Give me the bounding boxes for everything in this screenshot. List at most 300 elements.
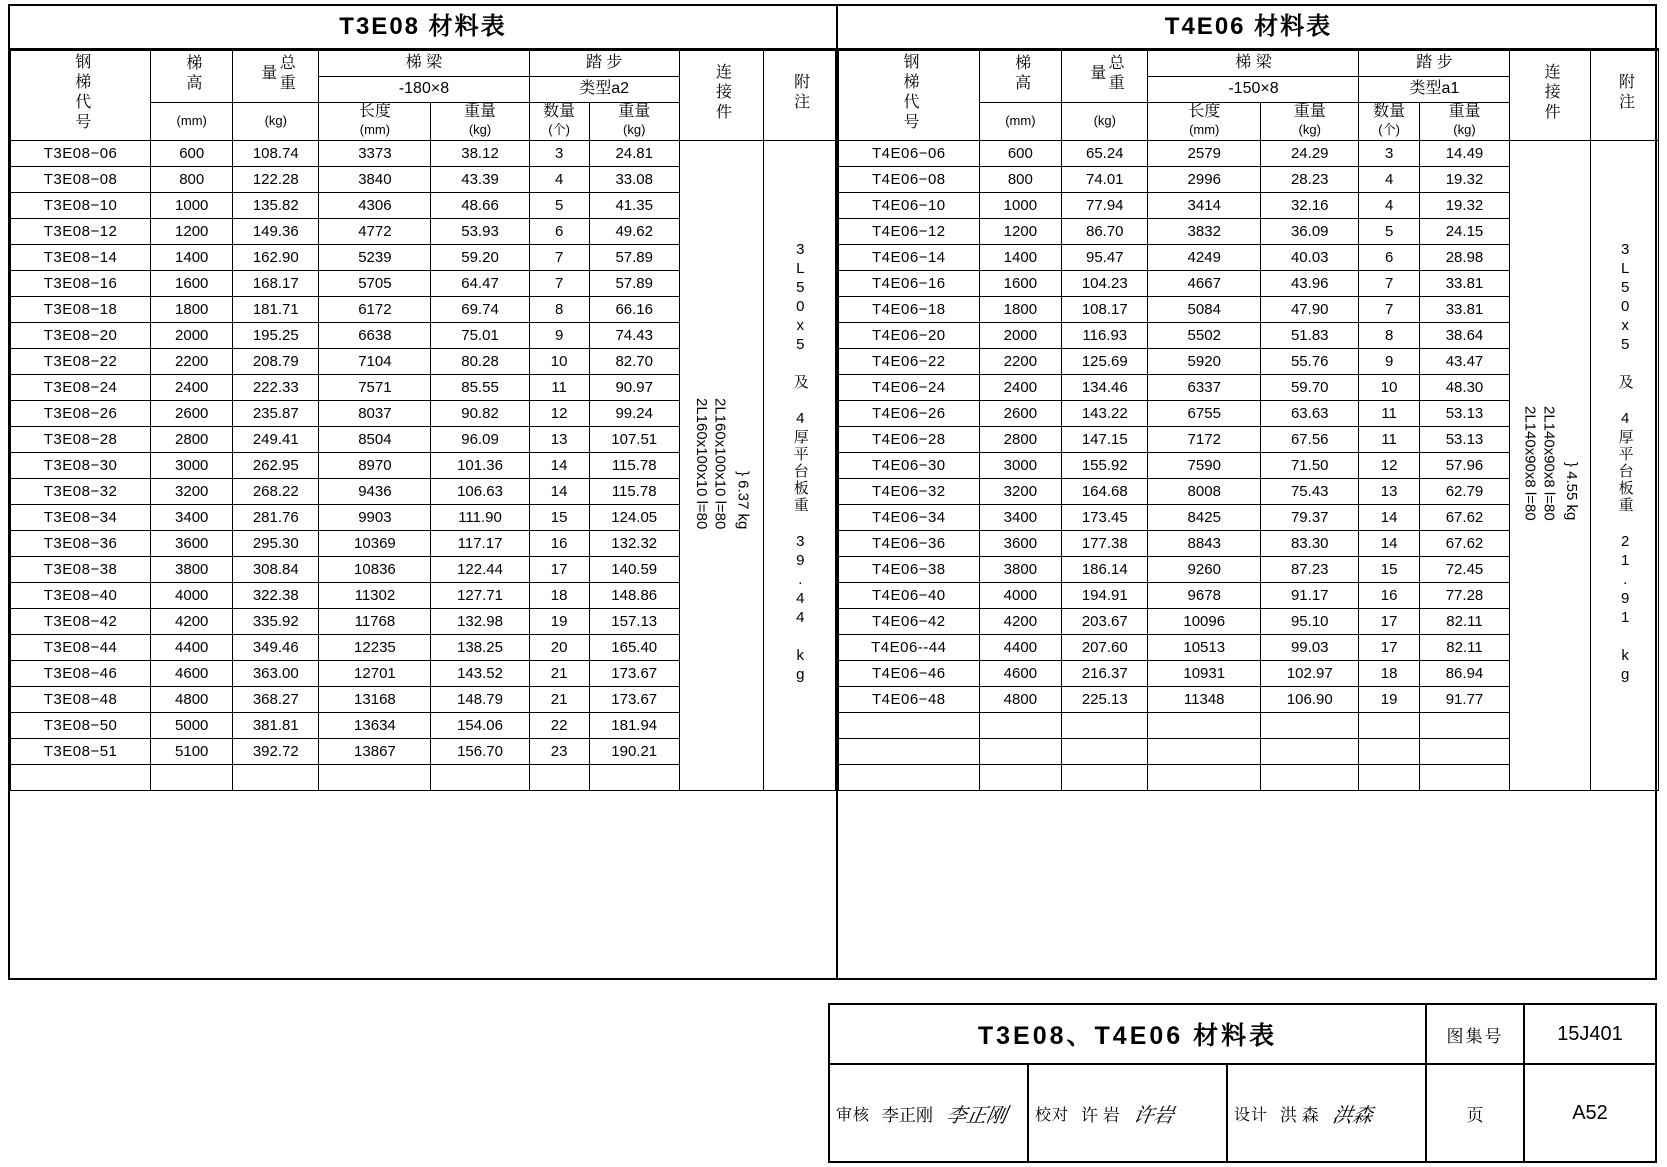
cell-0: T3E08−48 xyxy=(11,686,151,712)
cell-2: 65.24 xyxy=(1062,140,1148,166)
cell-2: 349.46 xyxy=(233,634,319,660)
header-note: 附注 xyxy=(763,51,835,141)
cell-5: 7 xyxy=(529,244,589,270)
cell-0: T3E08−42 xyxy=(11,608,151,634)
cell-3: 5920 xyxy=(1148,348,1261,374)
cell-4: 90.82 xyxy=(431,400,529,426)
cell-0: T4E06−08 xyxy=(839,166,980,192)
cell-empty xyxy=(1148,712,1261,738)
cell-1: 5000 xyxy=(151,712,233,738)
cell-5: 17 xyxy=(529,556,589,582)
cell-3: 8843 xyxy=(1148,530,1261,556)
cell-1: 600 xyxy=(979,140,1061,166)
cell-5: 4 xyxy=(1359,166,1419,192)
cell-2: 177.38 xyxy=(1062,530,1148,556)
cell-4: 67.56 xyxy=(1261,426,1359,452)
cell-0: T3E08−22 xyxy=(11,348,151,374)
cell-6: 57.89 xyxy=(589,244,679,270)
cell-1: 1000 xyxy=(979,192,1061,218)
cell-6: 148.86 xyxy=(589,582,679,608)
cell-1: 800 xyxy=(979,166,1061,192)
cell-5: 9 xyxy=(1359,348,1419,374)
cell-2: 281.76 xyxy=(233,504,319,530)
cell-6: 53.13 xyxy=(1419,400,1509,426)
cell-1: 3200 xyxy=(151,478,233,504)
cell-0: T3E08−30 xyxy=(11,452,151,478)
cell-1: 1200 xyxy=(979,218,1061,244)
cell-empty xyxy=(529,764,589,790)
cell-empty xyxy=(1062,764,1148,790)
table-t3e08 xyxy=(10,50,836,791)
header-height-unit: (mm) xyxy=(979,103,1061,141)
cell-6: 115.78 xyxy=(589,452,679,478)
cell-empty xyxy=(979,738,1061,764)
cell-1: 3000 xyxy=(979,452,1061,478)
cell-2: 392.72 xyxy=(233,738,319,764)
cell-1: 3800 xyxy=(979,556,1061,582)
cell-2: 173.45 xyxy=(1062,504,1148,530)
cell-5: 19 xyxy=(1359,686,1419,712)
cell-4: 53.93 xyxy=(431,218,529,244)
cell-2: 104.23 xyxy=(1062,270,1148,296)
cell-1: 3400 xyxy=(151,504,233,530)
cell-empty xyxy=(1148,738,1261,764)
cell-0: T4E06−32 xyxy=(839,478,980,504)
cell-3: 13634 xyxy=(319,712,431,738)
table-title-left: T3E08 材料表 xyxy=(10,6,836,50)
cell-6: 181.94 xyxy=(589,712,679,738)
cell-0: T3E08−34 xyxy=(11,504,151,530)
cell-1: 3800 xyxy=(151,556,233,582)
cell-empty xyxy=(1419,764,1509,790)
cell-2: 74.01 xyxy=(1062,166,1148,192)
cell-2: 195.25 xyxy=(233,322,319,348)
check-signature: 许岩 xyxy=(1131,1104,1176,1127)
tables-frame xyxy=(8,4,1657,980)
header-step: 踏 步 xyxy=(529,51,679,77)
cell-1: 4000 xyxy=(979,582,1061,608)
header-beam-weight: 重量 (kg) xyxy=(1261,103,1359,141)
cell-6: 33.81 xyxy=(1419,270,1509,296)
header-weight-unit: (kg) xyxy=(233,103,319,141)
cell-1: 2400 xyxy=(151,374,233,400)
cell-0: T4E06−10 xyxy=(839,192,980,218)
cell-empty xyxy=(839,738,980,764)
cell-0: T4E06−14 xyxy=(839,244,980,270)
cell-4: 122.44 xyxy=(431,556,529,582)
cell-2: 134.46 xyxy=(1062,374,1148,400)
cell-3: 8008 xyxy=(1148,478,1261,504)
cell-0: T3E08−16 xyxy=(11,270,151,296)
cell-empty xyxy=(1261,712,1359,738)
cell-empty xyxy=(979,712,1061,738)
cell-0: T4E06−42 xyxy=(839,608,980,634)
cell-4: 36.09 xyxy=(1261,218,1359,244)
cell-3: 3414 xyxy=(1148,192,1261,218)
header-connector: 连接件 xyxy=(1510,51,1590,141)
cell-4: 47.90 xyxy=(1261,296,1359,322)
cell-4: 55.76 xyxy=(1261,348,1359,374)
cell-3: 10369 xyxy=(319,530,431,556)
header-total-weight: 总重量 xyxy=(233,51,319,103)
cell-5: 11 xyxy=(1359,400,1419,426)
cell-4: 117.17 xyxy=(431,530,529,556)
cell-0: T4E06−16 xyxy=(839,270,980,296)
cell-5: 16 xyxy=(529,530,589,556)
cell-3: 7172 xyxy=(1148,426,1261,452)
cell-1: 2200 xyxy=(151,348,233,374)
cell-1: 2800 xyxy=(151,426,233,452)
cell-1: 4800 xyxy=(979,686,1061,712)
cell-6: 99.24 xyxy=(589,400,679,426)
header-height-unit: (mm) xyxy=(151,103,233,141)
cell-0: T4E06−06 xyxy=(839,140,980,166)
cell-1: 1800 xyxy=(151,296,233,322)
cell-4: 28.23 xyxy=(1261,166,1359,192)
cell-1: 1000 xyxy=(151,192,233,218)
table-row xyxy=(11,140,836,166)
header-length: 长度 (mm) xyxy=(1148,103,1261,141)
cell-6: 72.45 xyxy=(1419,556,1509,582)
cell-0: T3E08−51 xyxy=(11,738,151,764)
cell-1: 4200 xyxy=(151,608,233,634)
cell-0: T3E08−24 xyxy=(11,374,151,400)
cell-3: 11348 xyxy=(1148,686,1261,712)
cell-2: 208.79 xyxy=(233,348,319,374)
cell-6: 173.67 xyxy=(589,660,679,686)
design-signature: 洪森 xyxy=(1330,1104,1375,1127)
material-table-left xyxy=(10,6,838,978)
cell-5: 14 xyxy=(1359,504,1419,530)
cell-6: 62.79 xyxy=(1419,478,1509,504)
cell-3: 5239 xyxy=(319,244,431,270)
cell-4: 91.17 xyxy=(1261,582,1359,608)
cell-4: 24.29 xyxy=(1261,140,1359,166)
cell-5: 6 xyxy=(1359,244,1419,270)
cell-4: 85.55 xyxy=(431,374,529,400)
cell-3: 8037 xyxy=(319,400,431,426)
cell-3: 6172 xyxy=(319,296,431,322)
cell-1: 800 xyxy=(151,166,233,192)
cell-3: 10931 xyxy=(1148,660,1261,686)
cell-2: 194.91 xyxy=(1062,582,1148,608)
header-weight-unit: (kg) xyxy=(1062,103,1148,141)
cell-6: 77.28 xyxy=(1419,582,1509,608)
cell-1: 1200 xyxy=(151,218,233,244)
cell-5: 8 xyxy=(529,296,589,322)
cell-empty xyxy=(151,764,233,790)
cell-2: 125.69 xyxy=(1062,348,1148,374)
cell-empty xyxy=(1359,764,1419,790)
cell-5: 12 xyxy=(1359,452,1419,478)
cell-2: 116.93 xyxy=(1062,322,1148,348)
cell-6: 43.47 xyxy=(1419,348,1509,374)
cell-2: 181.71 xyxy=(233,296,319,322)
cell-4: 106.63 xyxy=(431,478,529,504)
cell-2: 147.15 xyxy=(1062,426,1148,452)
cell-3: 4249 xyxy=(1148,244,1261,270)
header-note: 附注 xyxy=(1590,51,1658,141)
cell-6: 24.15 xyxy=(1419,218,1509,244)
cell-empty xyxy=(839,764,980,790)
cell-0: T3E08−38 xyxy=(11,556,151,582)
cell-4: 101.36 xyxy=(431,452,529,478)
cell-5: 15 xyxy=(529,504,589,530)
cell-4: 69.74 xyxy=(431,296,529,322)
cell-0: T4E06−22 xyxy=(839,348,980,374)
cell-3: 2579 xyxy=(1148,140,1261,166)
cell-1: 2400 xyxy=(979,374,1061,400)
cell-6: 107.51 xyxy=(589,426,679,452)
cell-4: 87.23 xyxy=(1261,556,1359,582)
cell-5: 23 xyxy=(529,738,589,764)
cell-2: 222.33 xyxy=(233,374,319,400)
cell-1: 4400 xyxy=(151,634,233,660)
cell-2: 108.74 xyxy=(233,140,319,166)
cell-3: 7590 xyxy=(1148,452,1261,478)
header-height: 梯高 xyxy=(979,51,1061,103)
cell-4: 64.47 xyxy=(431,270,529,296)
cell-3: 3373 xyxy=(319,140,431,166)
cell-6: 66.16 xyxy=(589,296,679,322)
connector-value: 2L140x90x8 l=80 2L140x90x8 l=80 } 4.55 kg xyxy=(1510,140,1590,790)
cell-3: 9903 xyxy=(319,504,431,530)
cell-0: T3E08−32 xyxy=(11,478,151,504)
cell-0: T4E06−40 xyxy=(839,582,980,608)
cell-1: 1800 xyxy=(979,296,1061,322)
cell-1: 4800 xyxy=(151,686,233,712)
cell-6: 115.78 xyxy=(589,478,679,504)
header-height: 梯高 xyxy=(151,51,233,103)
title-block xyxy=(828,1003,1657,1163)
cell-0: T3E08−14 xyxy=(11,244,151,270)
cell-2: 249.41 xyxy=(233,426,319,452)
cell-4: 95.10 xyxy=(1261,608,1359,634)
cell-1: 2200 xyxy=(979,348,1061,374)
cell-5: 17 xyxy=(1359,608,1419,634)
cell-1: 2000 xyxy=(151,322,233,348)
cell-6: 53.13 xyxy=(1419,426,1509,452)
cell-3: 6755 xyxy=(1148,400,1261,426)
cell-0: T4E06−36 xyxy=(839,530,980,556)
cell-4: 96.09 xyxy=(431,426,529,452)
cell-2: 95.47 xyxy=(1062,244,1148,270)
cell-6: 82.11 xyxy=(1419,608,1509,634)
cell-5: 14 xyxy=(529,452,589,478)
cell-1: 5100 xyxy=(151,738,233,764)
cell-3: 8504 xyxy=(319,426,431,452)
cell-6: 124.05 xyxy=(589,504,679,530)
cell-5: 8 xyxy=(1359,322,1419,348)
cell-1: 3200 xyxy=(979,478,1061,504)
header-step-type: 类型a2 xyxy=(529,77,679,103)
header-code: 钢梯代号 xyxy=(839,51,980,141)
cell-5: 7 xyxy=(529,270,589,296)
cell-0: T3E08−26 xyxy=(11,400,151,426)
cell-1: 3600 xyxy=(151,530,233,556)
cell-2: 162.90 xyxy=(233,244,319,270)
cell-3: 2996 xyxy=(1148,166,1261,192)
cell-5: 4 xyxy=(1359,192,1419,218)
cell-5: 18 xyxy=(1359,660,1419,686)
cell-empty xyxy=(1148,764,1261,790)
cell-3: 5705 xyxy=(319,270,431,296)
cell-6: 86.94 xyxy=(1419,660,1509,686)
cell-empty xyxy=(979,764,1061,790)
cell-0: T4E06−18 xyxy=(839,296,980,322)
atlas-number-label: 图集号 xyxy=(1427,1005,1525,1063)
cell-0: T4E06−46 xyxy=(839,660,980,686)
cell-3: 6638 xyxy=(319,322,431,348)
cell-1: 3000 xyxy=(151,452,233,478)
cell-0: T3E08−12 xyxy=(11,218,151,244)
cell-3: 4667 xyxy=(1148,270,1261,296)
cell-5: 6 xyxy=(529,218,589,244)
cell-5: 22 xyxy=(529,712,589,738)
cell-6: 82.70 xyxy=(589,348,679,374)
cell-6: 19.32 xyxy=(1419,192,1509,218)
note-value: 3L50x5 及 4厚平台板重 39.44 kg xyxy=(763,140,835,790)
check-label: 校对 xyxy=(1035,1106,1070,1124)
cell-5: 14 xyxy=(1359,530,1419,556)
cell-6: 140.59 xyxy=(589,556,679,582)
cell-1: 4600 xyxy=(151,660,233,686)
cell-3: 5502 xyxy=(1148,322,1261,348)
cell-2: 77.94 xyxy=(1062,192,1148,218)
cell-0: T4E06−20 xyxy=(839,322,980,348)
cell-2: 203.67 xyxy=(1062,608,1148,634)
design-label: 设计 xyxy=(1234,1106,1269,1124)
cell-5: 9 xyxy=(529,322,589,348)
cell-6: 157.13 xyxy=(589,608,679,634)
cell-2: 322.38 xyxy=(233,582,319,608)
cell-4: 79.37 xyxy=(1261,504,1359,530)
drawing-name: T3E08、T4E06 材料表 xyxy=(830,1005,1427,1063)
cell-2: 135.82 xyxy=(233,192,319,218)
cell-empty xyxy=(1062,712,1148,738)
header-beam-weight: 重量 (kg) xyxy=(431,103,529,141)
cell-empty xyxy=(319,764,431,790)
cell-6: 33.81 xyxy=(1419,296,1509,322)
cell-2: 295.30 xyxy=(233,530,319,556)
review-signature: 李正刚 xyxy=(944,1104,1009,1127)
cell-empty xyxy=(1261,764,1359,790)
header-length: 长度 (mm) xyxy=(319,103,431,141)
cell-1: 1600 xyxy=(151,270,233,296)
cell-5: 20 xyxy=(529,634,589,660)
cell-4: 38.12 xyxy=(431,140,529,166)
cell-6: 38.64 xyxy=(1419,322,1509,348)
cell-3: 9260 xyxy=(1148,556,1261,582)
cell-3: 11302 xyxy=(319,582,431,608)
cell-0: T3E08−18 xyxy=(11,296,151,322)
cell-6: 48.30 xyxy=(1419,374,1509,400)
cell-4: 59.20 xyxy=(431,244,529,270)
cell-1: 1400 xyxy=(151,244,233,270)
header-qty: 数量 (个) xyxy=(1359,103,1419,141)
cell-0: T4E06−24 xyxy=(839,374,980,400)
cell-4: 106.90 xyxy=(1261,686,1359,712)
cell-5: 3 xyxy=(1359,140,1419,166)
cell-6: 28.98 xyxy=(1419,244,1509,270)
cell-6: 190.21 xyxy=(589,738,679,764)
cell-0: T4E06−38 xyxy=(839,556,980,582)
cell-2: 335.92 xyxy=(233,608,319,634)
cell-2: 268.22 xyxy=(233,478,319,504)
cell-3: 13867 xyxy=(319,738,431,764)
cell-empty xyxy=(233,764,319,790)
cell-2: 122.28 xyxy=(233,166,319,192)
cell-3: 3840 xyxy=(319,166,431,192)
cell-6: 91.77 xyxy=(1419,686,1509,712)
cell-empty xyxy=(1359,738,1419,764)
table-title-right: T4E06 材料表 xyxy=(838,6,1659,50)
note-value: 3L50x5 及 4厚平台板重 21.91 kg xyxy=(1590,140,1658,790)
cell-4: 99.03 xyxy=(1261,634,1359,660)
cell-4: 51.83 xyxy=(1261,322,1359,348)
cell-0: T3E08−36 xyxy=(11,530,151,556)
cell-5: 17 xyxy=(1359,634,1419,660)
cell-1: 4400 xyxy=(979,634,1061,660)
cell-2: 186.14 xyxy=(1062,556,1148,582)
review-name: 李正刚 xyxy=(882,1105,934,1125)
material-table-right xyxy=(838,6,1659,978)
cell-2: 363.00 xyxy=(233,660,319,686)
cell-5: 5 xyxy=(1359,218,1419,244)
cell-4: 148.79 xyxy=(431,686,529,712)
cell-5: 10 xyxy=(1359,374,1419,400)
table-body-left xyxy=(11,140,836,790)
cell-3: 9436 xyxy=(319,478,431,504)
cell-5: 7 xyxy=(1359,296,1419,322)
cell-3: 8425 xyxy=(1148,504,1261,530)
cell-3: 8970 xyxy=(319,452,431,478)
cell-empty xyxy=(1359,712,1419,738)
cell-3: 13168 xyxy=(319,686,431,712)
cell-2: 368.27 xyxy=(233,686,319,712)
cell-2: 207.60 xyxy=(1062,634,1148,660)
cell-3: 10096 xyxy=(1148,608,1261,634)
cell-4: 80.28 xyxy=(431,348,529,374)
cell-3: 9678 xyxy=(1148,582,1261,608)
design-name: 洪 森 xyxy=(1280,1105,1319,1125)
cell-4: 48.66 xyxy=(431,192,529,218)
cell-0: T4E06--44 xyxy=(839,634,980,660)
cell-6: 165.40 xyxy=(589,634,679,660)
cell-1: 3400 xyxy=(979,504,1061,530)
cell-5: 16 xyxy=(1359,582,1419,608)
header-code: 钢梯代号 xyxy=(11,51,151,141)
header-beam-spec: -180×8 xyxy=(319,77,529,103)
connector-value: 2L160x100x10 l=80 2L160x100x10 l=80 } 6.37 kg xyxy=(679,140,763,790)
cell-1: 2600 xyxy=(979,400,1061,426)
cell-4: 111.90 xyxy=(431,504,529,530)
cell-5: 13 xyxy=(529,426,589,452)
cell-0: T3E08−06 xyxy=(11,140,151,166)
cell-5: 13 xyxy=(1359,478,1419,504)
header-beam: 梯 梁 xyxy=(319,51,529,77)
cell-6: 49.62 xyxy=(589,218,679,244)
cell-4: 156.70 xyxy=(431,738,529,764)
header-connector: 连接件 xyxy=(679,51,763,141)
cell-4: 102.97 xyxy=(1261,660,1359,686)
cell-1: 2800 xyxy=(979,426,1061,452)
cell-1: 2600 xyxy=(151,400,233,426)
header-beam-spec: -150×8 xyxy=(1148,77,1359,103)
header-total-weight: 总重量 xyxy=(1062,51,1148,103)
cell-4: 43.96 xyxy=(1261,270,1359,296)
cell-3: 12701 xyxy=(319,660,431,686)
